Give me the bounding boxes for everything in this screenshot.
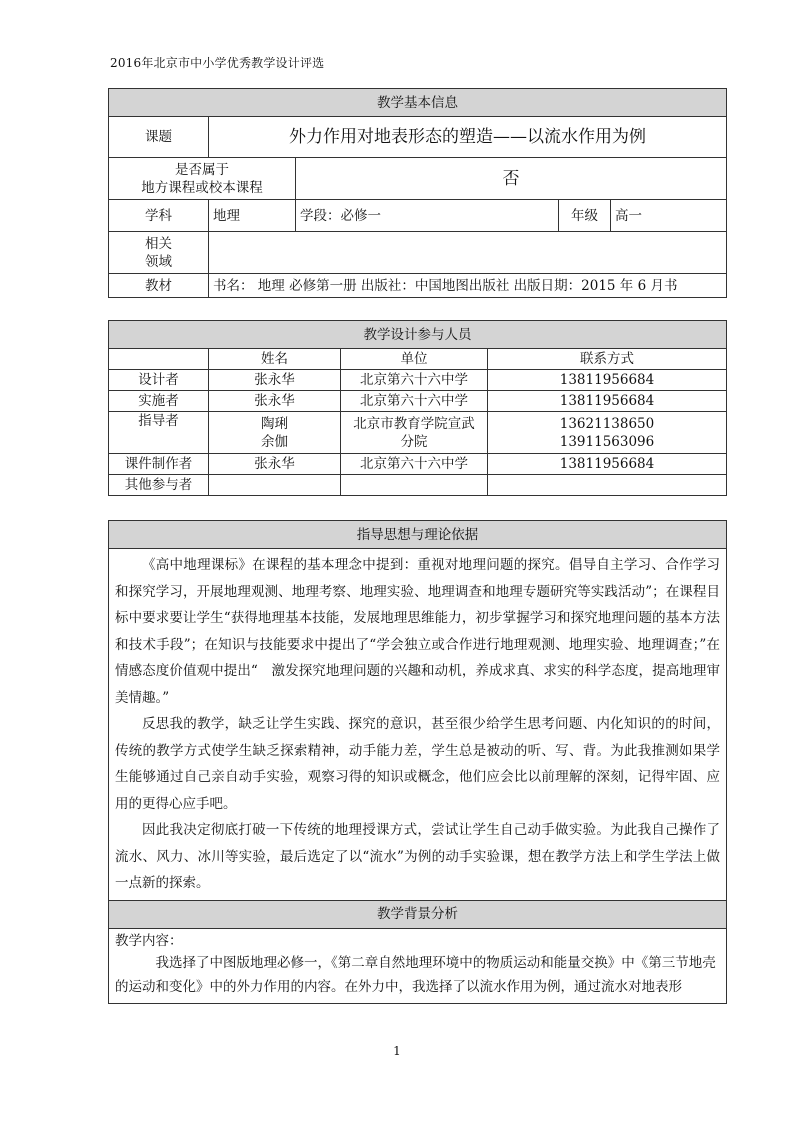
name-line: 陶琍 bbox=[261, 415, 288, 432]
teaching-content-label: 教学内容： bbox=[115, 932, 183, 949]
role-cell: 课件制作者 bbox=[109, 454, 209, 475]
guidance-paragraph: 因此我决定彻底打破一下传统的地理授课方式，尝试让学生自己动手做实验。为此我自己操作了流水、风力、冰川等实验，最后选定了以“流水”为例的动手实验课，想在教学方法上和学生学法上做一点新的探索。 bbox=[115, 822, 720, 891]
role-cell: 设计者 bbox=[109, 370, 209, 391]
related-field-label-line2: 领域 bbox=[145, 253, 172, 270]
background-body bbox=[109, 928, 727, 1003]
unit-cell: 北京第六十六中学 bbox=[341, 454, 488, 475]
guidance-paragraph: 《高中地理课标》在课程的基本理念中提到：重视对地理问题的探究。倡导自主学习、合作学习和探究学习，开展地理观测、地理考察、地理实验、地理调查和地理专题研究等实践活动”；在课程目标中要求要让学生“获得地理基本技能，发展地理思维能力，初步掌握学习和探究地理问题的基本方法和技术手段”；在知识与技能要求中提出了“学会独立或合作进行地理观测、地理实验、地理调查；”在情感态度价值观中提出“ 激发探究地理问题的兴趣和动机，养成求真、求实的科学态度，提高地理审美情趣。” bbox=[115, 557, 720, 706]
textbook-label: 教材 bbox=[109, 274, 209, 298]
column-header-name: 姓名 bbox=[209, 349, 341, 370]
table-row bbox=[109, 391, 727, 412]
contact-cell: 13811956684 bbox=[488, 370, 727, 391]
name-cell bbox=[209, 412, 341, 454]
table-row bbox=[109, 454, 727, 475]
local-course-label-line1: 是否属于 bbox=[175, 161, 229, 178]
local-course-label-line2: 地方课程或校本课程 bbox=[141, 179, 263, 196]
page-number: 1 bbox=[393, 1044, 401, 1058]
table-row bbox=[109, 370, 727, 391]
contact-cell bbox=[488, 412, 727, 454]
local-course-value: 否 bbox=[296, 158, 727, 200]
column-header bbox=[109, 349, 209, 370]
unit-line: 分院 bbox=[400, 433, 428, 450]
stage-value: 学段：必修一 bbox=[296, 200, 559, 232]
guidance-table bbox=[108, 520, 727, 1004]
contact-cell: 13811956684 bbox=[488, 454, 727, 475]
table-row bbox=[109, 412, 727, 454]
column-header-unit: 单位 bbox=[341, 349, 488, 370]
contact-cell bbox=[488, 475, 727, 496]
name-cell bbox=[209, 475, 341, 496]
participants-title: 教学设计参与人员 bbox=[109, 321, 727, 349]
textbook-value: 书名： 地理 必修第一册 出版社：中国地图出版社 出版日期：2015 年 6 月书 bbox=[209, 274, 727, 298]
unit-cell: 北京第六十六中学 bbox=[341, 370, 488, 391]
unit-cell bbox=[341, 412, 488, 454]
unit-cell: 北京第六十六中学 bbox=[341, 391, 488, 412]
name-cell: 张永华 bbox=[209, 454, 341, 475]
basic-info-table bbox=[108, 88, 727, 298]
related-field-label bbox=[109, 232, 209, 274]
subject-value: 地理 bbox=[209, 200, 296, 232]
guidance-title: 指导思想与理论依据 bbox=[109, 521, 727, 549]
contact-line: 13621138650 bbox=[559, 415, 655, 432]
grade-value: 高一 bbox=[611, 200, 727, 232]
role-cell: 实施者 bbox=[109, 391, 209, 412]
background-title: 教学背景分析 bbox=[109, 900, 727, 928]
name-cell: 张永华 bbox=[209, 391, 341, 412]
role-cell: 指导者 bbox=[109, 412, 209, 454]
table-row bbox=[109, 475, 727, 496]
topic-value: 外力作用对地表形态的塑造——以流水作用为例 bbox=[209, 117, 727, 158]
subject-label: 学科 bbox=[109, 200, 209, 232]
name-cell: 张永华 bbox=[209, 370, 341, 391]
contact-cell: 13811956684 bbox=[488, 391, 727, 412]
role-cell: 其他参与者 bbox=[109, 475, 209, 496]
related-field-label-line1: 相关 bbox=[145, 235, 172, 252]
basic-info-title: 教学基本信息 bbox=[109, 89, 727, 117]
topic-label: 课题 bbox=[109, 117, 209, 158]
grade-label: 年级 bbox=[559, 200, 611, 232]
page-header: 2016年北京市中小学优秀教学设计评选 bbox=[110, 56, 325, 70]
related-field-value bbox=[209, 232, 727, 274]
local-course-label bbox=[109, 158, 296, 200]
column-header-contact: 联系方式 bbox=[488, 349, 727, 370]
unit-line: 北京市教育学院宣武 bbox=[353, 415, 475, 432]
contact-line: 13911563096 bbox=[559, 433, 655, 450]
guidance-paragraph: 反思我的教学，缺乏让学生实践、探究的意识，甚至很少给学生思考问题、内化知识的的时间，传统的教学方式使学生缺乏探索精神，动手能力差，学生总是被动的听、写、背。为此我推测如果学生能够通过自己亲自动手实验，观察习得的知识或概念，他们应会比以前理解的深刻，记得牢固、应用的更得心应手吧。 bbox=[115, 716, 720, 812]
guidance-body bbox=[109, 549, 727, 901]
background-paragraph: 我选择了中图版地理必修一，《第二章自然地理环境中的物质运动和能量交换》中《第三节地壳的运动和变化》中的外力作用的内容。在外力中，我选择了以流水作用为例，通过流水对地表形 bbox=[115, 954, 716, 995]
participants-table bbox=[108, 320, 727, 496]
name-line: 余伽 bbox=[261, 433, 288, 450]
unit-cell bbox=[341, 475, 488, 496]
